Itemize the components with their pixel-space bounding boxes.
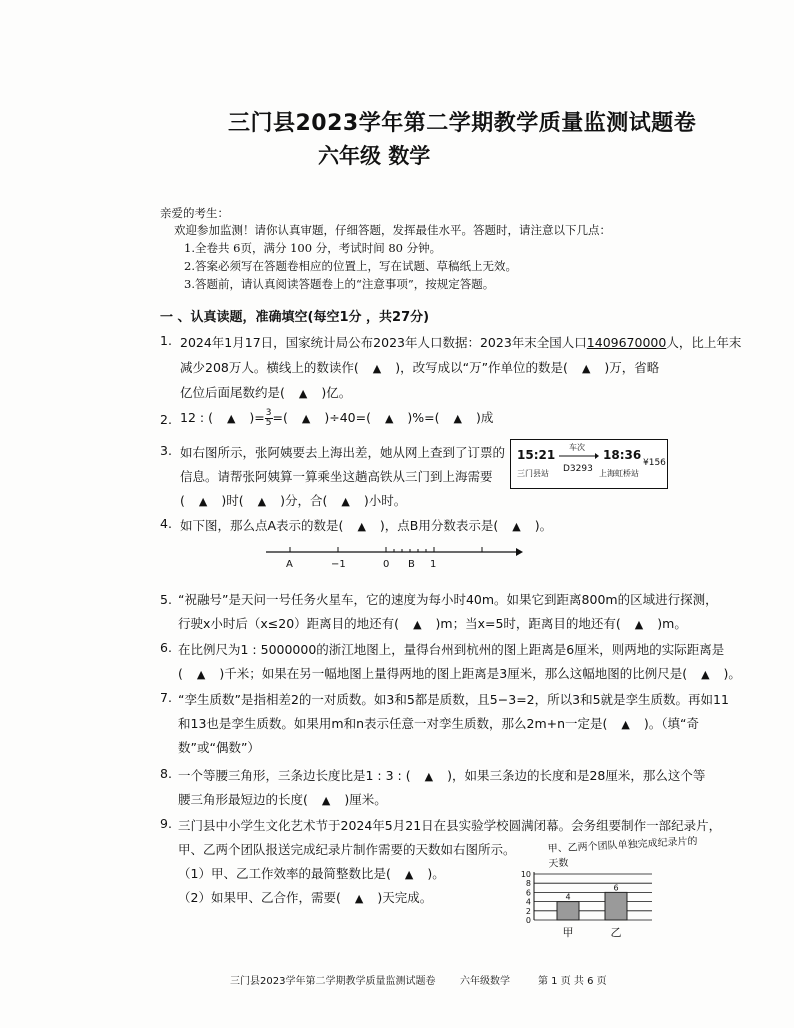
data-label: 4	[565, 892, 571, 902]
fraction: $\frac{3}{5}$	[265, 408, 272, 428]
question-number: 9.	[160, 816, 172, 831]
point-a-label: A	[286, 559, 293, 570]
intro-line: 1.全卷共 6页，满分 100 分，考试时间 80 分钟。	[184, 241, 442, 255]
question-number: 8.	[160, 766, 172, 781]
answer-blank-triangle: ▲	[424, 770, 434, 783]
answer-blank-triangle: ▲	[357, 520, 366, 533]
question-number: 5.	[160, 592, 172, 607]
depart-station: 三门县站	[517, 469, 549, 478]
tick-label: 1	[430, 559, 437, 570]
y-tick-label: 4	[525, 897, 531, 907]
x-tick-label: 乙	[610, 926, 622, 939]
answer-blank-triangle: ▲	[226, 412, 236, 425]
page-title: 三门县2023学年第二学期教学质量监测试题卷	[228, 111, 697, 136]
answer-blank-triangle: ▲	[372, 362, 382, 375]
question-number: 1.	[160, 333, 172, 348]
point-b-label: B	[408, 559, 415, 570]
answer-blank-triangle: ▲	[621, 718, 630, 731]
train-ticket	[510, 439, 668, 489]
answer-blank-triangle: ▲	[198, 495, 208, 508]
x-tick-label: 甲	[562, 926, 574, 939]
intro-line: 3.答题前，请认真阅读答题卷上的“注意事项”，按规定答题。	[184, 277, 495, 291]
footer-page: 第 1 页 共 6 页	[538, 976, 607, 987]
depart-time: 15:21	[517, 448, 556, 462]
bar	[557, 902, 579, 920]
tick-label: −1	[331, 559, 346, 570]
answer-blank-triangle: ▲	[581, 362, 591, 375]
question-number: 7.	[160, 690, 172, 705]
section-heading: 一 、认真读题，准确填空(每空1分 ，共27分)	[160, 310, 430, 325]
y-tick-label: 0	[525, 916, 531, 925]
arrow-icon	[559, 452, 599, 460]
train-label: 车次	[569, 443, 585, 452]
question-number: 4.	[160, 516, 172, 531]
chart-title: 甲、乙两个团队单独完成纪录片的天数	[547, 836, 698, 870]
answer-blank-triangle: ▲	[453, 412, 462, 425]
intro-greeting: 亲爱的考生：	[160, 206, 229, 220]
underlined-number: 1409670000	[586, 335, 667, 350]
answer-blank-triangle: ▲	[341, 495, 350, 508]
number-line	[262, 544, 524, 558]
answer-blank-triangle: ▲	[196, 668, 206, 681]
question-number: 2.	[160, 412, 172, 427]
answer-blank-triangle: ▲	[634, 618, 644, 631]
tick-label: 0	[383, 559, 390, 570]
answer-blank-triangle: ▲	[321, 794, 331, 807]
intro-line: 欢迎参加监测！请你认真审题，仔细答题，发挥最佳水平。答题时，请注意以下几点：	[174, 223, 611, 237]
question-number: 6.	[160, 640, 172, 655]
footer-grade: 六年级数学	[460, 976, 510, 987]
answer-blank-triangle: ▲	[384, 412, 394, 425]
answer-blank-triangle: ▲	[354, 892, 364, 905]
answer-blank-triangle: ▲	[404, 868, 414, 881]
ticket-price: ¥156	[643, 458, 666, 468]
train-number: D3293	[563, 464, 593, 474]
answer-blank-triangle: ▲	[512, 520, 521, 533]
question-number: 3.	[160, 443, 172, 458]
y-tick-label: 2	[525, 906, 531, 916]
y-tick-label: 8	[525, 879, 531, 889]
arrive-station: 上海虹桥站	[599, 469, 639, 478]
answer-blank-triangle: ▲	[257, 495, 267, 508]
answer-blank-triangle: ▲	[413, 618, 422, 631]
intro-line: 2.答案必须写在答题卷相应的位置上，写在试题、草稿纸上无效。	[184, 259, 517, 273]
answer-blank-triangle: ▲	[301, 412, 311, 425]
bar	[605, 892, 627, 920]
footer-title: 三门县2023学年第二学期教学质量监测试题卷	[230, 976, 436, 987]
answer-blank-triangle: ▲	[298, 387, 308, 400]
y-tick-label: 6	[525, 888, 531, 898]
data-label: 6	[613, 883, 619, 893]
answer-blank-triangle: ▲	[701, 668, 710, 681]
y-tick-label: 10	[520, 870, 531, 879]
bar-chart	[512, 868, 662, 942]
page-subtitle: 六年级 数学	[318, 144, 431, 168]
arrive-time: 18:36	[603, 448, 642, 462]
